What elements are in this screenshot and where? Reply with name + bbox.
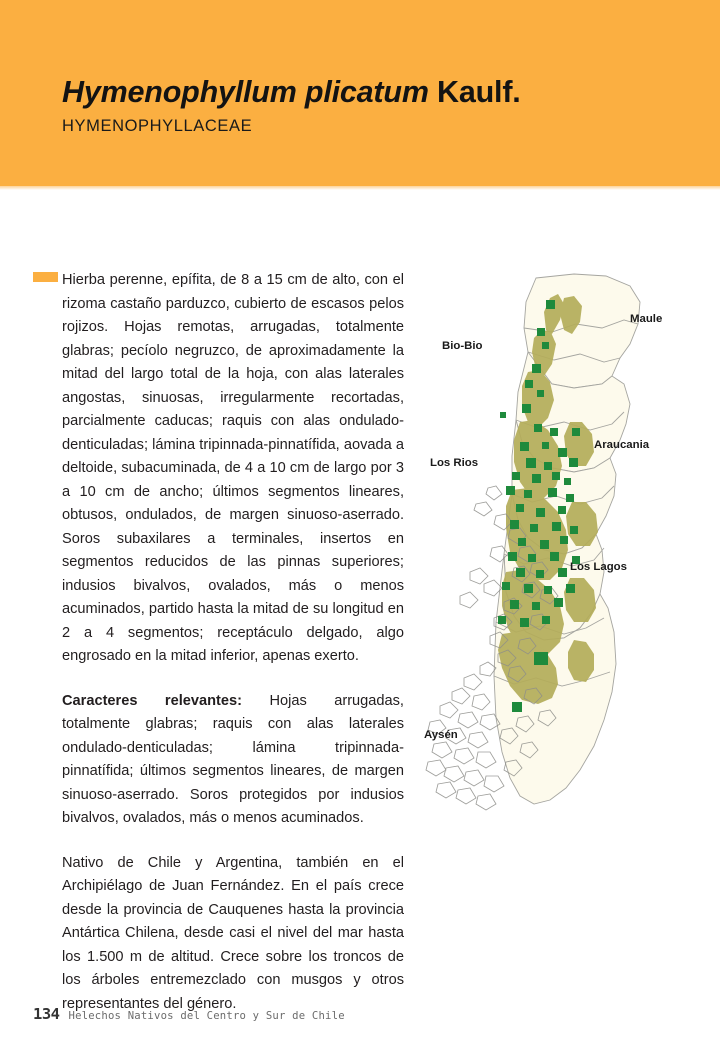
paragraph-morphology: Hierba perenne, epífita, de 8 a 15 cm de alto, con el rizoma castaño parduzco, cubierto de escasos pelos rojizos. Hojas remotas, arrugadas, totalmente glabras; pecíolo negruzco, de aproximadamente la mitad del largo total de la hoja, con alas laterales angostas, sinuosas, irregularmente recortadas, parcialmente caducas; raquis con alas ondulado-denticuladas; lámina tripinnada-pinnatífida, aovada a deltoide, subacuminada, de 4 a 10 cm de largo por 3 a 10 cm de ancho; últimos segmentos lineares, obtusos, ondulados, de margen sinuoso-aserrado. Soros subaxilares a terminales, insertos en segmentos reducidos de las pinnas superiores; indusios bivalvos, ovalados, más o menos acuminados, partido hasta la mitad de su longitud en 2 a 4 segmentos; receptáculo delgado, algo engrosado en la mitad inferior, apenas exerto. <box>62 272 404 664</box>
footer <box>33 1005 345 1023</box>
paragraph-distribution: Nativo de Chile y Argentina, también en el Archipiélago de Juan Fernández. En el país crece desde la provincia de Cauquenes hasta la provincia Antártica Chilena, desde casi el nivel del mar hasta los 1.500 m de altitud. Crece sobre los troncos de los árboles entremezclado con musgos y otros representantes del género. <box>62 854 404 1012</box>
distribution-map <box>424 272 696 824</box>
relevant-characters-label: Caracteres relevantes: <box>62 692 242 709</box>
map-svg <box>424 272 696 824</box>
map-label-los-lagos: Los Lagos <box>570 561 627 573</box>
map-label-araucania: Araucania <box>594 439 650 451</box>
description-column <box>62 269 404 1016</box>
species-authority: Kaulf. <box>428 75 521 109</box>
paragraph-relevant-characters <box>62 690 404 831</box>
footer-book-title: Helechos Nativos del Centro y Sur de Chile <box>68 1010 345 1022</box>
header-band <box>0 0 720 186</box>
accent-bar <box>33 272 58 282</box>
page-title <box>62 76 521 109</box>
map-label-los-rios: Los Rios <box>430 457 479 469</box>
species-binomial: Hymenophyllum plicatum <box>62 75 429 109</box>
relevant-characters-text: Hojas arrugadas, totalmente glabras; raquis con alas laterales ondulado-denticuladas; lámina tripinnada-pinnatífida; últimos segmentos lineares, de margen sinuoso-aserrado. Soros protegidos por indusios bivalvos, ovalados, más o menos acuminados. <box>62 692 404 826</box>
map-label-bio-bio: Bio-Bio <box>442 340 483 352</box>
family-name: HYMENOPHYLLACEAE <box>62 117 253 135</box>
page-number: 134 <box>33 1005 60 1023</box>
map-label-aysen: Aysén <box>424 729 458 741</box>
map-label-maule: Maule <box>630 313 663 325</box>
